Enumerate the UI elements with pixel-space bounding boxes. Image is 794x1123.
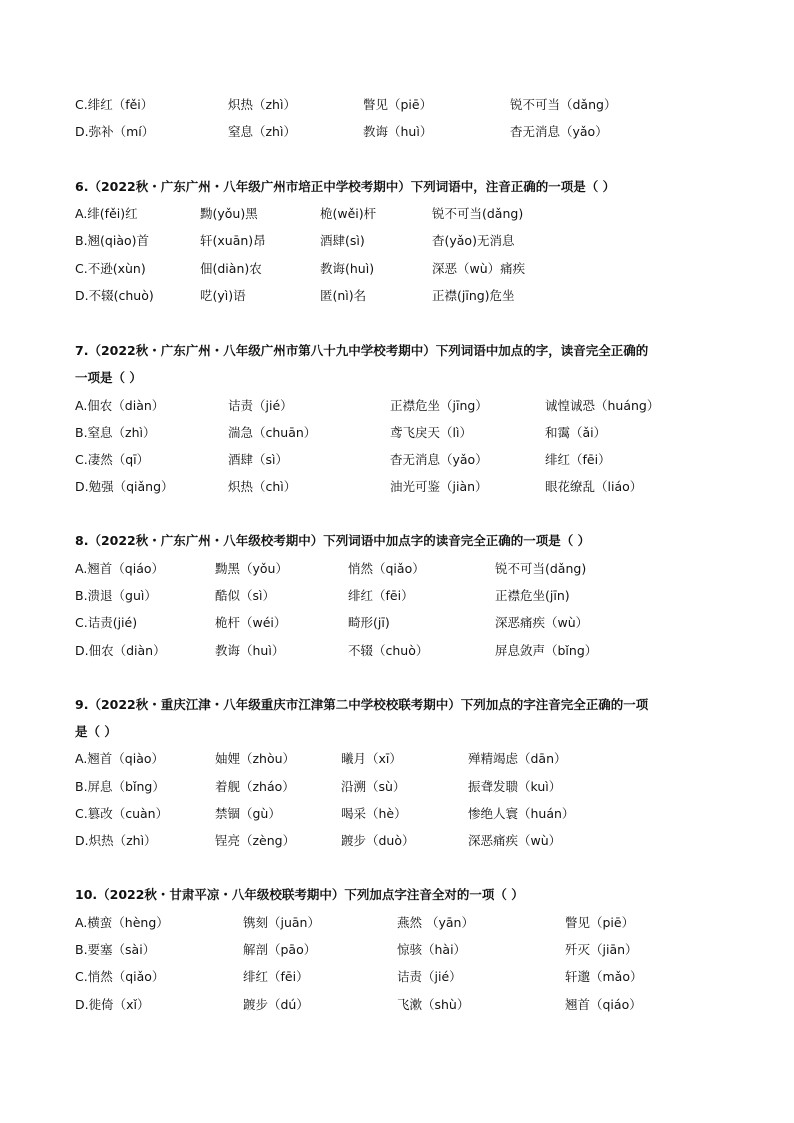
option-item: 正襟危坐（jīng）	[390, 398, 488, 413]
option-c: C.悄然（qiǎo）	[75, 969, 165, 984]
option-item: 眼花缭乱（liáo）	[545, 479, 643, 494]
option-a: A.翘首（qiào）	[75, 751, 165, 766]
option-item: 飞漱（shù）	[397, 997, 470, 1012]
option-item: 锐不可当(dǎng)	[495, 561, 587, 576]
option-item: 教诲（huì）	[363, 124, 433, 139]
option-a: A.横蛮（hèng）	[75, 915, 169, 930]
option-item: 踱步（duò）	[341, 833, 415, 848]
option-d: D.炽热（zhì）	[75, 833, 157, 848]
option-b: B.要塞（sài）	[75, 942, 156, 957]
option-item: 锐不可当（dǎng）	[510, 97, 617, 112]
option-item: 教诲（huì）	[215, 643, 285, 658]
option-c: C.诘责(jié)	[75, 615, 138, 630]
option-item: 惨绝人寰（huán）	[468, 806, 575, 821]
option-item: 绯红（fēi）	[243, 969, 309, 984]
option-b: B.屏息（bǐng）	[75, 779, 165, 794]
option-item: 酒肆（sì）	[228, 452, 288, 467]
option-item: 匿(nì)名	[320, 288, 367, 303]
question-9-stem-cont: 是（ ）	[75, 724, 117, 739]
option-item: 轩邈（mǎo）	[565, 969, 643, 984]
option-b: B.翘(qiào)首	[75, 233, 150, 248]
option-item: 杳无消息（yǎo）	[390, 452, 488, 467]
option-b: B.溃退（guì）	[75, 588, 157, 603]
option-item: 禁锢（gù）	[215, 806, 281, 821]
option-item: 殚精竭虑（dān）	[468, 751, 567, 766]
question-9-stem: 9.（2022秋・重庆江津・八年级重庆市江津第二中学校校联考期中）下列加点的字注音完全正确的一项	[75, 697, 649, 712]
option-item: 呓(yì)语	[200, 288, 246, 303]
option-item: 杳无消息（yǎo）	[510, 124, 608, 139]
option-d: D.弥补（mí）	[75, 124, 155, 139]
option-item: 炽热（zhì）	[228, 97, 296, 112]
option-item: 踱步（dú）	[243, 997, 309, 1012]
option-c: C.凄然（qī）	[75, 452, 150, 467]
option-item: 绯红（fēi）	[545, 452, 611, 467]
option-item: 翘首（qiáo）	[565, 997, 642, 1012]
option-item: 窒息（zhì）	[228, 124, 296, 139]
option-item: 畸形(jī)	[348, 615, 390, 630]
option-item: 正襟危坐(jīn)	[495, 588, 570, 603]
question-7-stem-cont: 一项是（ ）	[75, 370, 142, 385]
option-item: 燕然 （yān）	[397, 915, 474, 930]
option-b: B.窒息（zhì）	[75, 425, 156, 440]
option-item: 瞥见（piē）	[565, 915, 635, 930]
option-item: 锃亮（zèng）	[215, 833, 296, 848]
option-d: D.徙倚（xǐ）	[75, 997, 150, 1012]
option-item: 歼灭（jiān）	[565, 942, 638, 957]
option-item: 深恶（wù）痛疾	[432, 261, 526, 276]
option-item: 诚惶诚恐（huáng）	[545, 398, 660, 413]
option-item: 悄然（qiǎo）	[348, 561, 425, 576]
option-item: 镌刻（juān）	[243, 915, 320, 930]
option-item: 沿溯（sù）	[341, 779, 406, 794]
option-item: 轩(xuān)昂	[200, 233, 266, 248]
option-item: 着舰（zháo）	[215, 779, 295, 794]
option-item: 绯红（fēi）	[348, 588, 414, 603]
option-item: 酒肆(sì)	[320, 233, 365, 248]
option-c: C.不逊(xùn)	[75, 261, 146, 276]
option-item: 妯娌（zhòu）	[215, 751, 296, 766]
option-item: 不辍（chuò）	[348, 643, 429, 658]
option-item: 黝(yǒu)黑	[200, 206, 258, 221]
option-item: 炽热（chì）	[228, 479, 297, 494]
option-c: C.篡改（cuàn）	[75, 806, 169, 821]
option-item: 解剖（pāo）	[243, 942, 317, 957]
option-item: 黝黑（yǒu）	[215, 561, 288, 576]
option-d: D.勉强（qiǎng）	[75, 479, 174, 494]
option-item: 杳(yǎo)无消息	[432, 233, 515, 248]
option-item: 惊骇（hài）	[397, 942, 467, 957]
option-item: 深恶痛疾（wù）	[468, 833, 562, 848]
option-d: D.不辍(chuò)	[75, 288, 154, 303]
option-item: 诘责（jié）	[397, 969, 462, 984]
option-item: 佃(diàn)农	[200, 261, 262, 276]
option-item: 深恶痛疾（wù）	[495, 615, 589, 630]
option-item: 锐不可当(dǎng)	[432, 206, 524, 221]
option-item: 鸢飞戾天（lì）	[390, 425, 472, 440]
option-item: 油光可鉴（jiàn）	[390, 479, 488, 494]
question-7-stem: 7.（2022秋・广东广州・八年级广州市第八十九中学校考期中）下列词语中加点的字，读音完全正确的	[75, 343, 649, 358]
question-6-stem: 6.（2022秋・广东广州・八年级广州市培正中学校考期中）下列词语中，注音正确的一项是（ ）	[75, 179, 616, 194]
option-item: 桅杆（wéi）	[215, 615, 287, 630]
option-item: 酷似（sì）	[215, 588, 275, 603]
option-item: 湍急（chuān）	[228, 425, 317, 440]
option-item: 正襟(jīng)危坐	[432, 288, 515, 303]
option-item: 诘责（jié）	[228, 398, 293, 413]
option-item: 曦月（xī）	[341, 751, 402, 766]
option-item: 瞥见（piē）	[363, 97, 433, 112]
option-item: 屏息敛声（bǐng）	[495, 643, 598, 658]
option-c: C.绯红（fěi）	[75, 97, 154, 112]
option-a: A.佃农（diàn）	[75, 398, 165, 413]
question-8-stem: 8.（2022秋・广东广州・八年级校考期中）下列词语中加点字的读音完全正确的一项是（ ）	[75, 533, 591, 548]
option-item: 振聋发聩（kuì）	[468, 779, 562, 794]
option-a: A.翘首（qiáo）	[75, 561, 165, 576]
option-item: 和霭（ǎi）	[545, 425, 607, 440]
option-d: D.佃农（diàn）	[75, 643, 166, 658]
option-item: 桅(wěi)杆	[320, 206, 377, 221]
option-a: A.绯(fěi)红	[75, 206, 138, 221]
option-item: 教诲(huì)	[320, 261, 375, 276]
option-item: 喝采（hè）	[341, 806, 407, 821]
question-10-stem: 10.（2022秋・甘肃平凉・八年级校联考期中）下列加点字注音全对的一项（ ）	[75, 887, 524, 902]
